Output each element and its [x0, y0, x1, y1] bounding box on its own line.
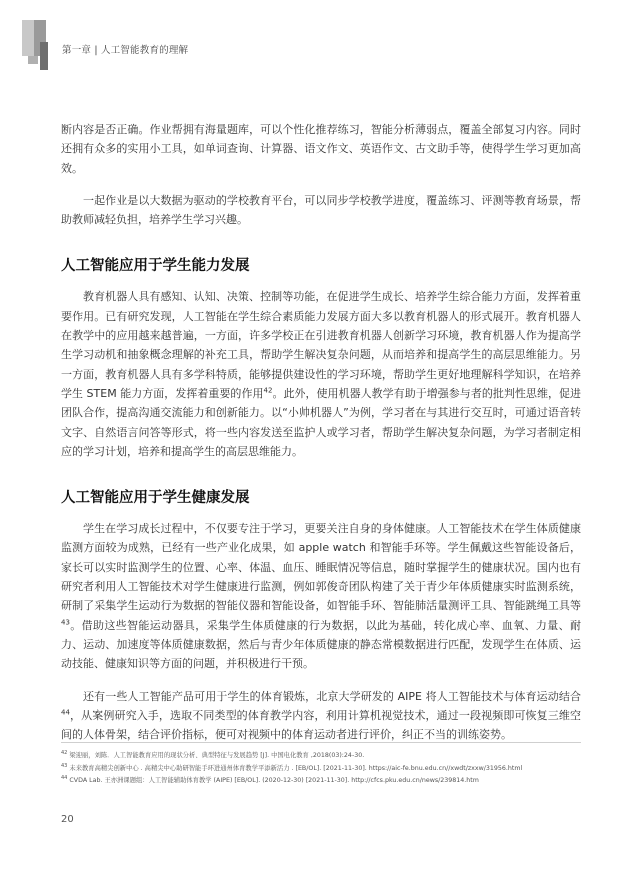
paragraph-text: 。借助这些智能运动器具，采集学生体质健康的行为数据，以此为基础，转化成心率、血氧、力量、耐力、运动、加速度等体质健康数据，然后与青少年体质健康的静态常模数据进行匹配，发现学生在体质、运动技能、健康知识等方面的问题，并积极进行干预。 — [61, 618, 581, 671]
footnote — [61, 750, 581, 763]
footnote-number: 42 — [61, 750, 68, 756]
paragraph — [61, 687, 581, 745]
header-deco-block — [22, 20, 34, 56]
header-deco-block — [28, 56, 38, 64]
footnote-number: 43 — [61, 762, 68, 769]
header-deco-block — [40, 42, 48, 70]
footnote-text: CVDA Lab. 王亦洲课题组：人工智能辅助体育教学 (AIPE) [EB/OL]. (2020-12-30) [2021-11-30]. http://cfcs.pku.edu.cn/news/239814.htm — [69, 777, 479, 784]
footnote-text: 梁迎丽，刘陈．人工智能教育应用的现状分析、典型特征与发展趋势 [J]. 中国电化教育 ,2018(03):24-30. — [69, 752, 365, 759]
paragraph-text: 。此外，使用机器人教学有助于增强参与者的批判性思维，促进团队合作，提高沟通交流能力和创新能力。以“小帅机器人”为例，学习者在与其进行交互时，可通过语音转文字、自然语言问答等形式，将一些内容发送至监护人或学习者，帮助学生解决复杂问题，为学习者制定相应的学习计划，培养和提高学生的高层思维能力。 — [61, 386, 582, 458]
paragraph-text: ，从案例研究入手，选取不同类型的体育教学内容，利用计算机视觉技术，通过一段视频即可恢复三维空间的人体骨架，结合评价指标，便可对视频中的体育运动者进行评价，纠正不当的训练姿势。 — [61, 708, 581, 742]
footnote-ref[interactable]: 43 — [61, 617, 70, 626]
footnote-text: 未来教育高精尖创新中心 . 高精尖中心助研智能手环进通州体育教学平添新活力 . [EB/OL]. [2021-11-30]. https://aic-fe.bnu.edu.cn//xwdt/zxxw/31956.html — [69, 764, 523, 772]
footnote-number: 44 — [61, 775, 68, 781]
footnote-ref[interactable]: 42 — [263, 386, 273, 395]
page-body — [61, 120, 581, 757]
footnote — [61, 775, 581, 788]
paragraph — [61, 519, 581, 673]
paragraph: 一起作业是以大数据为驱动的学校教育平台，可以同步学校教学进度，覆盖练习、评测等教育场景，帮助教师减轻负担，培养学生学习兴趣。 — [61, 193, 581, 227]
paragraph-text: 教育机器人具有感知、认知、决策、控制等功能，在促进学生成长、培养学生综合能力方面，发挥着重要作用。已有研究发现，人工智能在学生综合素质能力发展方面大多以教育机器人的形式展开。教育机器人在教学中的应用越来越普遍，一方面，许多学校正在引进教育机器人创新学习环境，教育机器人作为提高学生学习动机和抽象概念理解的补充工具，帮助学生解决复杂问题，从而培养和提高学生的高层思维能力。另一方面，教育机器人具有多学科特质，能够提供建设性的学习环境，帮助学生更好地理解科学知识，在培养学生 STEM 能力方面，发挥着重要的作用 — [61, 290, 581, 400]
footnote-ref[interactable]: 44 — [61, 708, 70, 717]
section-heading: 人工智能应用于学生健康发展 — [61, 490, 250, 507]
paragraph-text: 学生在学习成长过程中，不仅要专注于学习，更要关注自身的身体健康。人工智能技术在学生体质健康监测方面较为成熟，已经有一些产业化成果，如 apple watch 和智能手环等。学生佩戴这些智能设备后，家长可以实时监测学生的位置、心率、体温、血压、睡眠情况等信息，随时掌握学生的健康状况。国内也有研究者利用人工智能技术对学生健康进行监测，例如郭俊奇团队构建了关于青少年体质健康实时监测系统，研制了采集学生运动行为数据的智能仪器和智能设备，如智能手环、智能肺活量测评工具、智能跳绳工具等 — [61, 522, 581, 613]
paragraph: 断内容是否正确。作业帮拥有海量题库，可以个性化推荐练习，智能分析薄弱点，覆盖全部复习内容。同时还拥有众多的实用小工具，如单词查询、计算器、语文作文、英语作文、古文助手等，使得学生学习更加高效。 — [61, 123, 581, 175]
header-decoration — [0, 0, 60, 80]
section-heading: 人工智能应用于学生能力发展 — [61, 258, 250, 275]
footnote — [61, 763, 581, 776]
page-number: 20 — [61, 814, 74, 825]
running-header: 第一章 | 人工智能教育的理解 — [62, 45, 189, 56]
paragraph-text: 还有一些人工智能产品可用于学生的体育锻炼，北京大学研发的 AIPE 将人工智能技术与体育运动结合 — [83, 689, 581, 703]
footnotes — [61, 742, 581, 788]
paragraph — [61, 287, 581, 461]
